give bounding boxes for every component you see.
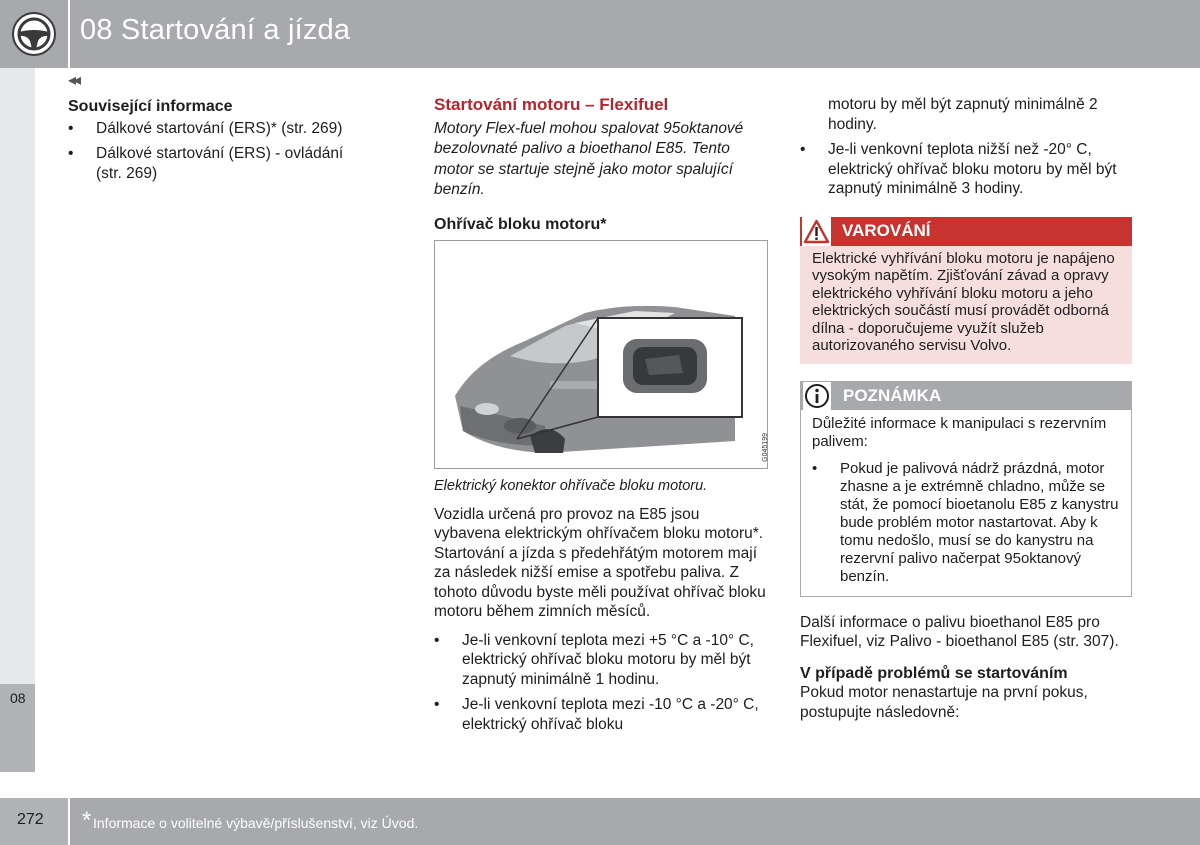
bullet-icon: •: [812, 459, 818, 477]
note-header: [801, 382, 1131, 410]
related-info-heading: Související informace: [68, 98, 233, 115]
steering-wheel-icon: [11, 11, 57, 57]
chapter-tab-label: 08: [10, 690, 26, 706]
related-link[interactable]: Dálkové startování (ERS)* (str. 269): [96, 119, 343, 137]
bullet-text: Je-li venkovní teplota nižší než -20° C, elektrický ohřívač bloku motoru by měl být zapnutý minimálně 3 hodiny.: [828, 141, 1117, 197]
list-item: [434, 695, 769, 734]
car-connector-illustration: [435, 241, 767, 468]
warning-title: VAROVÁNÍ: [842, 220, 931, 240]
list-item: [800, 140, 1132, 199]
bullet-text: Pokud je palivová nádrž prázdná, motor zhasne a je extrémně chladno, může se stát, že pomocí bioetanolu E85 z kanystru bude problém motor nastartovat. Aby k tomu nedošlo, musí se do kanystru na rezervní palivo načerpat 95oktanový benzín.: [840, 459, 1119, 585]
note-box: [800, 381, 1132, 597]
back-arrows-icon[interactable]: ◂◂: [68, 72, 79, 89]
info-icon: [803, 382, 831, 410]
related-link[interactable]: Dálkové startování (ERS) - ovládání (str. 269): [96, 145, 344, 182]
list-item: [812, 460, 1120, 586]
bullet-text: Je-li venkovní teplota mezi +5 °C a -10° C, elektrický ohřívač bloku motoru by měl být zapnutý minimálně 1 hodinu.: [462, 631, 754, 688]
list-item[interactable]: [68, 144, 368, 183]
trouble-heading: V případě problémů se startováním: [800, 664, 1068, 682]
bullet-text: Je-li venkovní teplota mezi -10 °C a -20° C, elektrický ohřívač bloku: [462, 696, 759, 733]
note-title: POZNÁMKA: [843, 385, 942, 405]
page-number: 272: [17, 811, 44, 828]
section-heading: Startování motoru – Flexifuel: [434, 95, 669, 114]
trouble-text: Pokud motor nenastartuje na první pokus, postupujte následovně:: [800, 684, 1088, 721]
note-body: [801, 410, 1131, 596]
engine-heater-figure: [434, 240, 768, 469]
warning-text: Elektrické vyhřívání bloku motoru je napájeno vysokým napětím. Zjišťování závad a opravy elektrického vyhřívání bloku motoru a jeho elektrických součástí musí provádět odborná dílna - doporučujeme využít služeb autorizovaného servisu Volvo.: [812, 249, 1115, 354]
bullet-icon: •: [434, 696, 440, 713]
bullet-icon: •: [434, 631, 440, 649]
warning-triangle-icon: [802, 217, 831, 246]
intro-text: Motory Flex-fuel mohou spalovat 95oktanové bezolovnaté palivo a bioethanol E85. Tento motor se startuje stejně jako motor spalující benzín.: [434, 119, 744, 198]
subheading: Ohřívač bloku motoru*: [434, 215, 607, 233]
figure-caption: Elektrický konektor ohřívače bloku motoru.: [434, 478, 708, 494]
body-text: Vozidla určená pro provoz na E85 jsou vybavena elektrickým ohřívačem bloku motoru*. Startování a jízda s předehřátým motorem mají za následek nižší emise a spotřebu paliva. Z tohoto důvodu byste měli používat ohřívač bloku motoru během zimních měsíců.: [434, 505, 766, 620]
bullet-icon: •: [68, 145, 74, 162]
bullet-icon: •: [68, 119, 74, 137]
warning-box: [800, 217, 1132, 364]
warning-header: [800, 217, 1132, 246]
chapter-title: 08 Startování a jízda: [80, 14, 351, 46]
related-info-section: [68, 97, 368, 183]
list-item[interactable]: [68, 119, 368, 139]
continuation-text: motoru by měl být zapnutý minimálně 2 hodiny.: [828, 96, 1098, 133]
flexifuel-section: [434, 95, 769, 734]
footnote-text: Informace o volitelné výbavě/příslušenství, viz Úvod.: [93, 815, 419, 831]
list-item: [434, 631, 769, 690]
more-info-text: Další informace o palivu bioethanol E85 pro Flexifuel, viz Palivo - bioethanol E85 (str. 307).: [800, 613, 1119, 650]
continued-section: [800, 95, 1132, 722]
figure-code: G045199: [762, 433, 769, 462]
footnote-star: *: [82, 807, 92, 834]
side-strip: [0, 68, 35, 772]
bullet-icon: •: [800, 141, 806, 158]
header-divider: [68, 0, 70, 68]
note-text: Důležité informace k manipulaci s rezervním palivem:: [812, 414, 1107, 450]
